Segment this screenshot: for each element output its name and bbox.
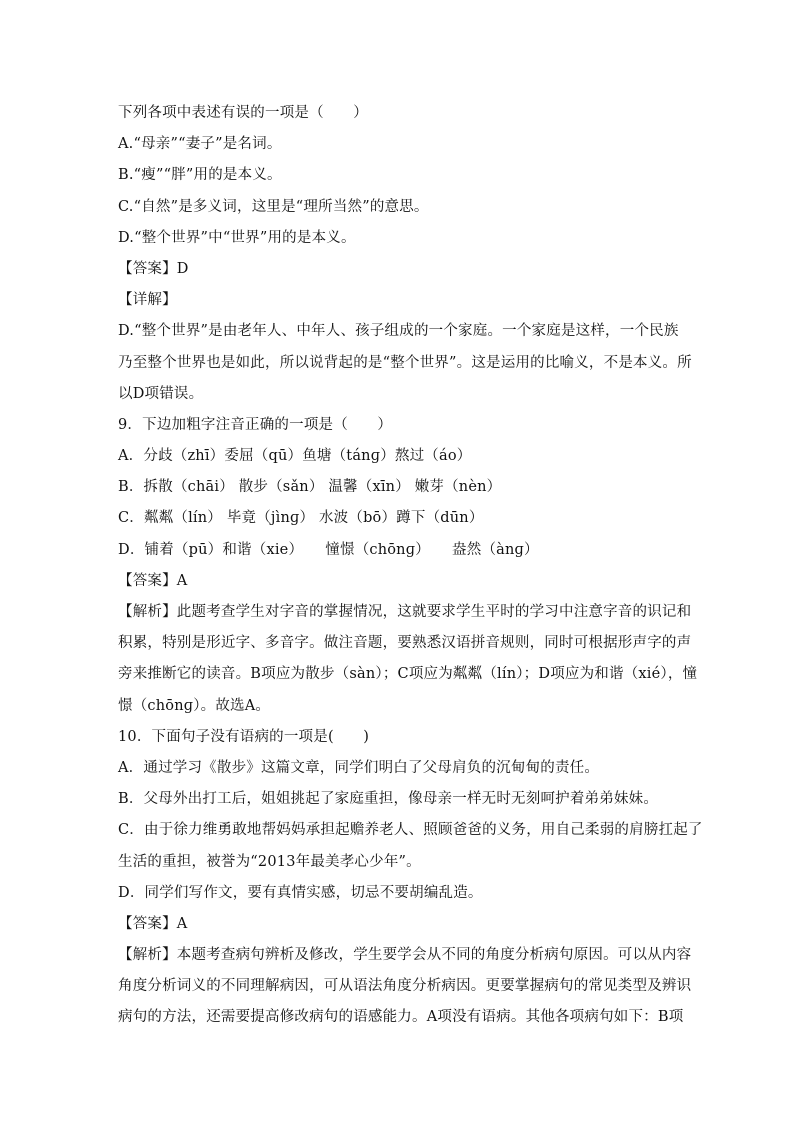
question-10-prompt: 10．下面句子没有语病的一项是( )	[118, 728, 370, 745]
question-10-analysis: 【解析】本题考查病句辨析及修改，学生要学会从不同的角度分析病句原因。可以从内容	[118, 947, 692, 964]
question-9-analysis: 憬（chōnɡ）。故选A。	[118, 697, 271, 714]
question-10-option-c-continued: 生活的重担，被誉为“2013年最美孝心少年”。	[118, 853, 421, 870]
explanation-label: 【详解】	[118, 292, 177, 309]
option-c: C.“自然”是多义词，这里是“理所当然”的意思。	[118, 198, 429, 215]
question-10-analysis: 病句的方法，还需要提高修改病句的语感能力。A项没有语病。其他各项病句如下：B项	[118, 1009, 684, 1026]
question-9-option-c: C．粼粼（lín） 毕竟（jìnɡ） 水波（bō）蹲下（dūn）	[118, 510, 484, 527]
question-9-option-a: A．分歧（zhī）委屈（qū）鱼塘（tánɡ）熬过（áo）	[118, 448, 472, 465]
question-10-analysis: 角度分析词义的不同理解病因，可从语法角度分析病因。更要掌握病句的常见类型及辨识	[118, 978, 692, 995]
question-9-analysis: 旁来推断它的读音。B项应为散步（sàn）；C项应为粼粼（lín）；D项应为和谐（xié），憧	[118, 666, 698, 683]
option-a: A.“母亲”“妻子”是名词。	[118, 136, 282, 153]
question-10-answer: 【答案】A	[118, 915, 188, 932]
explanation-text: 乃至整个世界也是如此，所以说背起的是“整个世界”。这是运用的比喻义，不是本义。所	[118, 354, 692, 371]
question-9-answer: 【答案】A	[118, 572, 188, 589]
question-10-option-c: C．由于徐力维勇敢地帮妈妈承担起赡养老人、照顾爸爸的义务，用自己柔弱的肩膀扛起了	[118, 822, 703, 839]
question-9-option-b: B．拆散（chāi） 散步（sǎn） 温馨（xīn） 嫩芽（nèn）	[118, 479, 502, 496]
question-9-analysis: 【解析】此题考查学生对字音的掌握情况，这就要求学生平时的学习中注意字音的识记和	[118, 604, 692, 620]
document-body	[118, 98, 703, 1034]
explanation-text: 以D项错误。	[118, 385, 204, 402]
question-10-option-d: D．同学们写作文，要有真情实感，切忌不要胡编乱造。	[118, 884, 483, 901]
question-10-option-a: A．通过学习《散步》这篇文章，同学们明白了父母肩负的沉甸甸的责任。	[118, 759, 600, 776]
question-10-option-b: B．父母外出打工后，姐姐挑起了家庭重担，像母亲一样无时无刻呵护着弟弟妹妹。	[118, 791, 659, 808]
option-d: D.“整个世界”中“世界”用的是本义。	[118, 229, 356, 246]
option-b: B.“瘦”“胖”用的是本义。	[118, 167, 282, 184]
question-9-analysis: 积累，特别是形近字、多音字。做注音题，要熟悉汉语拼音规则，同时可根据形声字的声	[118, 635, 692, 652]
question-9-prompt: 9．下边加粗字注音正确的一项是（ ）	[118, 416, 393, 433]
question-prompt: 下列各项中表述有误的一项是（ ）	[118, 105, 368, 121]
answer-label: 【答案】D	[118, 260, 189, 277]
question-9-option-d: D．铺着（pū）和谐（xie） 憧憬（chōnɡ） 盎然（ànɡ）	[118, 541, 539, 558]
explanation-text: D.“整个世界”是由老年人、中年人、孩子组成的一个家庭。一个家庭是这样，一个民族	[118, 323, 679, 340]
